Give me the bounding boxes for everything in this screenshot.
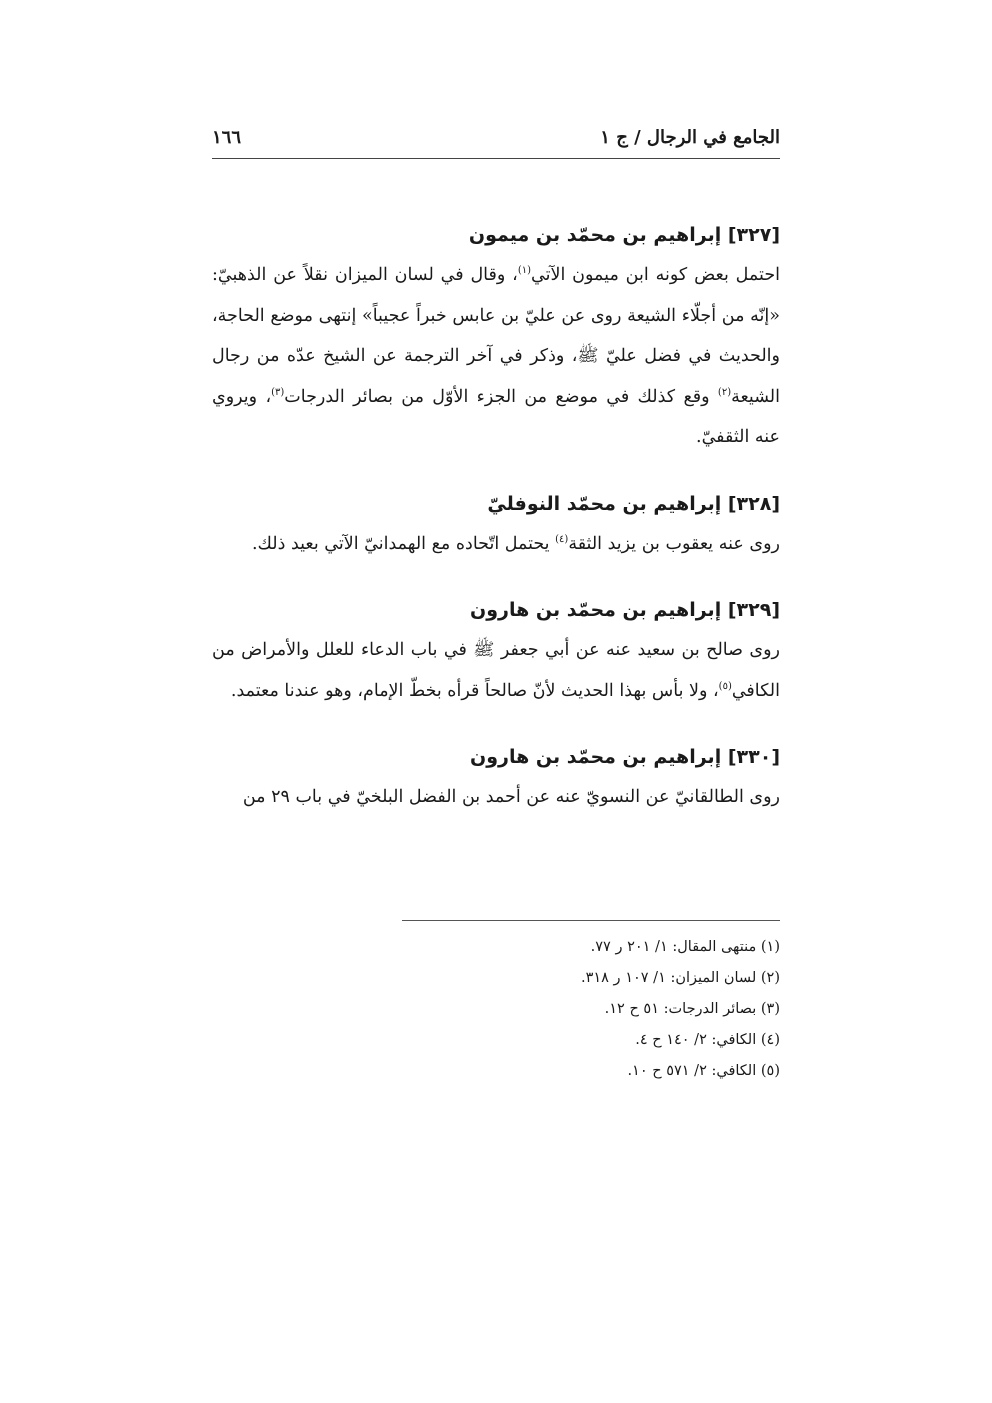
entry-text: روى الطالقانيّ عن النسويّ عنه عن أحمد بن الفضل البلخيّ في باب ٢٩ من bbox=[242, 787, 780, 807]
entry-paragraph bbox=[212, 630, 780, 711]
footnote: (٤) الكافي: ٢/ ١٤٠ ح ٤. bbox=[635, 1032, 780, 1048]
footnote: (٣) بصائر الدرجات: ٥١ ح ١٢. bbox=[604, 1001, 780, 1017]
page bbox=[212, 0, 780, 1403]
entry-paragraph bbox=[212, 777, 780, 818]
entry-text: ، وقال في لسان الميزان نقلاً عن الذهبيّ: «إنّه من أجلّاء الشيعة روى عن عليّ بن عابس خبراً عجيباً» إنتهى موضع الحاجة، والحديث في فضل عليّ ﷺ، وذكر في آخر الترجمة عن الشيخ عدّه من رجال الشيعة bbox=[212, 265, 781, 407]
entry-paragraph bbox=[212, 255, 780, 458]
footnote-ref: (٤) bbox=[555, 533, 569, 545]
footnote-ref: (٢) bbox=[717, 386, 732, 398]
entry-title: [٣٢٧] إبراهيم بن محمّد بن ميمون bbox=[468, 224, 780, 246]
footnote-ref: (٣) bbox=[271, 386, 285, 398]
entry-text: وقع كذلك في موضع من الجزء الأوّل من بصائر الدرجات bbox=[284, 386, 718, 407]
entry-title: [٣٢٩] إبراهيم بن محمّد بن هارون bbox=[470, 599, 780, 621]
entry-text: روى عنه يعقوب بن يزيد الثقة bbox=[568, 533, 780, 554]
entry-328 bbox=[212, 484, 780, 565]
entry-title: [٣٢٨] إبراهيم بن محمّد النوفليّ bbox=[487, 492, 780, 515]
book-title: الجامع في الرجال / ج ١ bbox=[600, 126, 780, 148]
entry-330 bbox=[212, 737, 780, 818]
footnote: (٥) الكافي: ٢/ ٥٧١ ح ١٠. bbox=[627, 1063, 780, 1079]
entry-327 bbox=[212, 215, 780, 458]
entry-text: ، ويروي عنه الثقفيّ. bbox=[212, 386, 780, 447]
footnote: (٢) لسان الميزان: ١/ ١٠٧ ر ٣١٨. bbox=[580, 970, 780, 986]
page-number: ١٦٦ bbox=[212, 126, 242, 148]
header-divider bbox=[212, 158, 780, 159]
entry-text: يحتمل اتّحاده مع الهمدانيّ الآتي بعيد ذلك. bbox=[251, 533, 556, 554]
footnote: (١) منتهى المقال: ١/ ٢٠١ ر ٧٧. bbox=[590, 939, 780, 955]
running-head bbox=[212, 122, 780, 152]
footnote-ref: (١) bbox=[517, 265, 532, 277]
entry-title: [٣٣٠] إبراهيم بن محمّد بن هارون bbox=[470, 746, 780, 768]
main-text bbox=[212, 215, 780, 844]
footnote-divider bbox=[402, 920, 780, 921]
entry-text: ، ولا بأس بهذا الحديث لأنّ صالحاً قرأه بخطّ الإمام، وهو عندنا معتمد. bbox=[230, 680, 719, 701]
entry-text: روى صالح بن سعيد عنه عن أبي جعفر ﷺ في باب الدعاء للعلل والأمراض من الكافي bbox=[212, 640, 780, 701]
entry-text: احتمل بعض كونه ابن ميمون الآتي bbox=[531, 265, 780, 285]
entry-329 bbox=[212, 590, 780, 711]
entry-paragraph bbox=[212, 524, 780, 565]
footnotes bbox=[212, 932, 780, 1087]
footnote-ref: (٥) bbox=[718, 680, 732, 692]
